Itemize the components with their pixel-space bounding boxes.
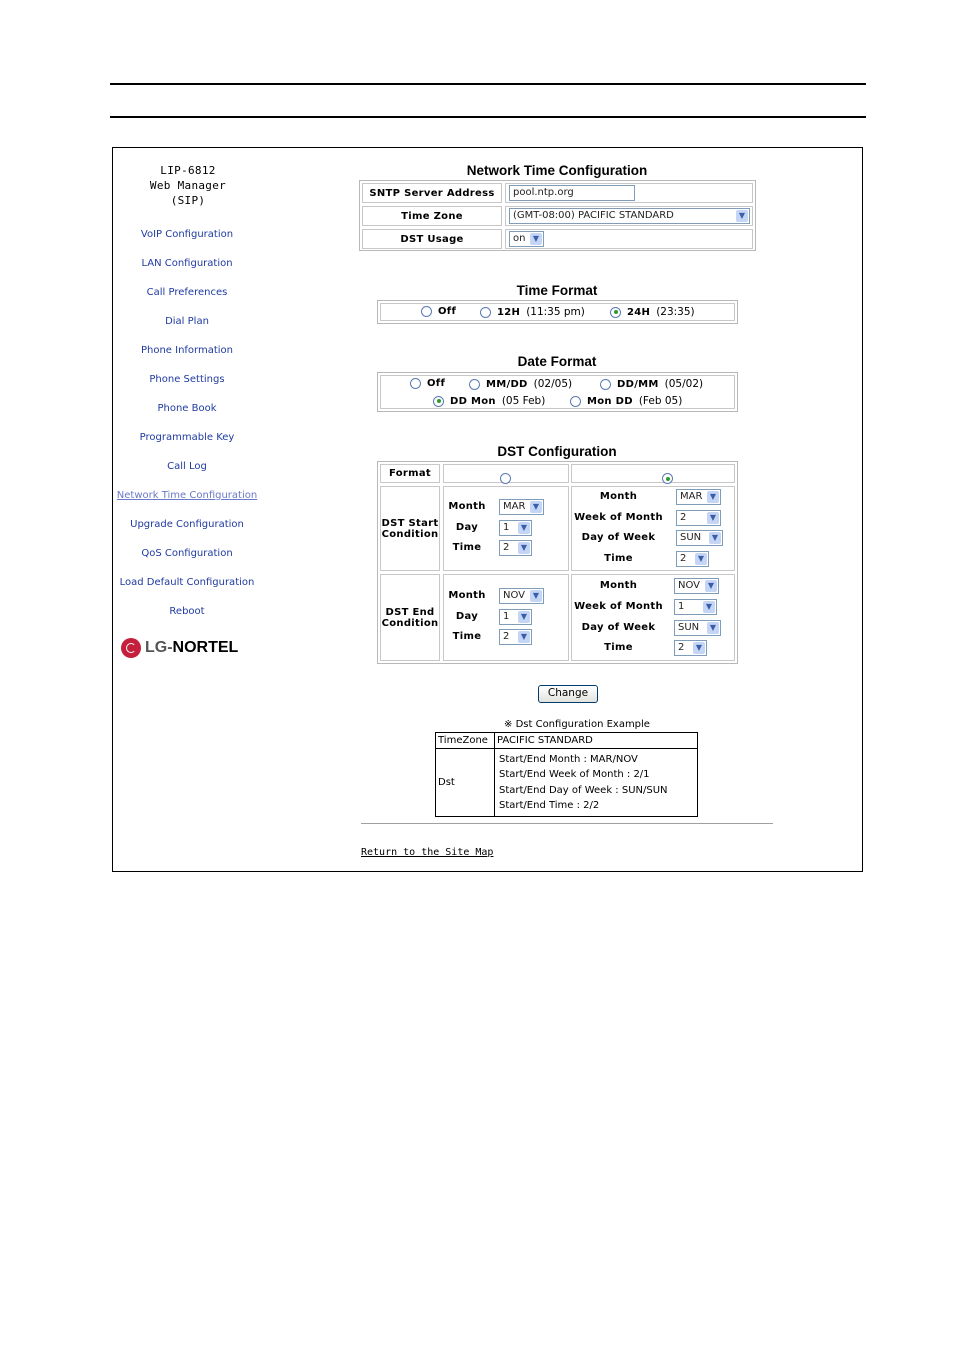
- end-left-month-value: NOV: [503, 590, 526, 601]
- start-right-dow-select[interactable]: [676, 530, 723, 546]
- chevron-down-icon: ▼: [530, 233, 542, 245]
- lg-logo-icon: [121, 638, 141, 658]
- start-right-time-select[interactable]: [676, 551, 709, 567]
- dst-start-label-line2: Condition: [381, 528, 439, 540]
- sidebar-title-line3: (SIP): [170, 194, 206, 207]
- lg-nortel-logo: [121, 638, 238, 658]
- dst-configuration-title: DST Configuration: [497, 444, 617, 459]
- chevron-down-icon: ▼: [530, 590, 542, 602]
- chevron-down-icon: ▼: [709, 532, 721, 544]
- date-format-mmdd-option[interactable]: [469, 378, 572, 390]
- chevron-down-icon: ▼: [518, 611, 530, 623]
- dst-end-label: [380, 574, 440, 661]
- timezone-select[interactable]: [509, 208, 750, 224]
- dst-format-label: Format: [380, 464, 440, 483]
- date-format-monday-hint: (Feb 05): [638, 395, 683, 407]
- date-format-monday-label: Mon DD: [587, 395, 633, 407]
- date-format-off-option[interactable]: [410, 378, 445, 389]
- radio-ddmon[interactable]: [433, 396, 444, 407]
- start-left-time-label: Time: [452, 542, 482, 553]
- sntp-label: SNTP Server Address: [362, 183, 502, 203]
- date-format-title: Date Format: [517, 354, 597, 369]
- sidebar-item-call-log[interactable]: Call Log: [167, 461, 207, 472]
- dst-start-label: [380, 486, 440, 571]
- date-format-ddmm-hint: (05/02): [664, 378, 704, 390]
- sidebar-item-voip-configuration[interactable]: VoIP Configuration: [140, 229, 234, 240]
- sntp-server-input[interactable]: pool.ntp.org: [509, 185, 635, 201]
- time-format-title: Time Format: [516, 283, 598, 298]
- end-right-dow-value: SUN: [678, 622, 700, 633]
- logo-text-lg: LG-: [145, 639, 173, 656]
- start-right-week-label: Week of Month: [574, 512, 663, 523]
- example-dst-line-1: Start/End Month : MAR/NOV: [499, 754, 638, 765]
- start-right-month-value: MAR: [680, 491, 703, 502]
- chevron-down-icon: ▼: [693, 642, 705, 654]
- sidebar-item-reboot[interactable]: Reboot: [169, 606, 205, 617]
- radio-12h[interactable]: [480, 307, 491, 318]
- end-left-time-value: 2: [503, 631, 510, 642]
- dst-start-label-line1: DST Start: [381, 517, 439, 529]
- date-format-off-label: Off: [427, 378, 446, 389]
- start-right-time-label: Time: [604, 553, 633, 564]
- end-left-month-select[interactable]: [499, 588, 544, 604]
- chevron-down-icon: ▼: [705, 580, 717, 592]
- time-format-off-label: Off: [438, 306, 457, 317]
- start-left-day-label: Day: [455, 522, 479, 533]
- start-left-time-value: 2: [503, 542, 510, 553]
- end-right-week-label: Week of Month: [574, 601, 663, 612]
- example-dst-line-2: Start/End Week of Month : 2/1: [499, 769, 650, 780]
- radio-ddmm[interactable]: [600, 379, 611, 390]
- sidebar-item-call-preferences[interactable]: Call Preferences: [146, 287, 228, 298]
- start-right-time-value: 2: [680, 553, 687, 564]
- dst-end-label-line1: DST End: [385, 606, 435, 618]
- radio-off[interactable]: [421, 306, 432, 317]
- sidebar-title-line2: Web Manager: [149, 179, 227, 192]
- radio-24h[interactable]: [610, 307, 621, 318]
- start-left-day-select[interactable]: [499, 520, 532, 536]
- date-format-mmdd-label: MM/DD: [486, 378, 528, 390]
- end-right-time-label: Time: [604, 642, 633, 653]
- example-dst-label: Dst: [436, 749, 495, 816]
- dst-end-label-line2: Condition: [381, 617, 439, 629]
- chevron-down-icon: ▼: [530, 501, 542, 513]
- timezone-label: Time Zone: [362, 206, 502, 226]
- start-right-month-select[interactable]: [676, 489, 721, 505]
- chevron-down-icon: ▼: [695, 553, 707, 565]
- end-right-month-label: Month: [599, 580, 638, 591]
- date-format-monday-option[interactable]: [570, 395, 682, 407]
- return-to-site-map-link[interactable]: Return to the Site Map: [361, 847, 494, 858]
- radio-off[interactable]: [410, 378, 421, 389]
- chevron-down-icon: ▼: [736, 210, 748, 222]
- dst-format-left-radio[interactable]: [500, 473, 511, 484]
- end-right-month-value: NOV: [678, 580, 701, 591]
- example-dst-line-4: Start/End Time : 2/2: [499, 800, 600, 811]
- end-right-week-select[interactable]: [674, 599, 717, 615]
- end-left-day-select[interactable]: [499, 609, 532, 625]
- sidebar-item-programmable-key[interactable]: Programmable Key: [139, 432, 235, 443]
- header-rule-top: [110, 83, 866, 85]
- sidebar-title-line1: LIP-6812: [160, 164, 216, 177]
- date-format-ddmm-label: DD/MM: [617, 378, 659, 390]
- date-format-ddmon-label: DD Mon: [450, 395, 496, 407]
- start-left-month-value: MAR: [503, 501, 526, 512]
- chevron-down-icon: ▼: [518, 522, 530, 534]
- start-left-day-value: 1: [503, 522, 510, 533]
- end-right-time-select[interactable]: [674, 640, 707, 656]
- end-left-month-label: Month: [448, 590, 486, 601]
- date-format-ddmon-option[interactable]: [433, 395, 545, 407]
- time-format-12h-hint: (11:35 pm): [526, 306, 585, 318]
- date-format-ddmm-option[interactable]: [600, 378, 703, 390]
- example-tz-value: PACIFIC STANDARD: [495, 733, 697, 749]
- dst-example-caption: ※ Dst Configuration Example: [504, 719, 650, 730]
- sidebar-item-phone-settings[interactable]: Phone Settings: [149, 374, 225, 385]
- end-right-dow-label: Day of Week: [581, 622, 656, 633]
- example-dst-line-3: Start/End Day of Week : SUN/SUN: [499, 785, 668, 796]
- chevron-down-icon: ▼: [703, 601, 715, 613]
- sidebar-item-qos-configuration[interactable]: QoS Configuration: [141, 548, 233, 559]
- dst-usage-label: DST Usage: [362, 229, 502, 249]
- sidebar-item-upgrade-configuration[interactable]: Upgrade Configuration: [130, 519, 244, 530]
- start-right-dow-value: SUN: [680, 532, 702, 543]
- sidebar-item-load-default-configuration[interactable]: Load Default Configuration: [119, 577, 255, 588]
- sidebar: [113, 148, 263, 708]
- screenshot-frame: [112, 147, 863, 872]
- start-right-week-select[interactable]: [676, 510, 721, 526]
- end-left-day-label: Day: [455, 611, 479, 622]
- sidebar-item-dial-plan[interactable]: Dial Plan: [165, 316, 209, 327]
- example-tz-label: TimeZone: [436, 733, 495, 749]
- radio-mmdd[interactable]: [469, 379, 480, 390]
- sidebar-item-phone-book[interactable]: Phone Book: [157, 403, 217, 414]
- dst-usage-select[interactable]: [509, 231, 544, 247]
- chevron-down-icon: ▼: [707, 512, 719, 524]
- header-rule-bottom: [110, 116, 866, 118]
- end-right-dow-select[interactable]: [674, 620, 721, 636]
- date-format-mmdd-hint: (02/05): [533, 378, 573, 390]
- end-left-day-value: 1: [503, 611, 510, 622]
- chevron-down-icon: ▼: [518, 631, 530, 643]
- dst-format-right-cell: [571, 464, 735, 483]
- end-right-time-value: 2: [678, 642, 685, 653]
- logo-text-nortel: NORTEL: [172, 639, 239, 656]
- sidebar-item-phone-information[interactable]: Phone Information: [140, 345, 234, 356]
- date-format-ddmon-hint: (05 Feb): [501, 395, 546, 407]
- time-format-24h-option[interactable]: [610, 306, 695, 318]
- bottom-divider: [361, 823, 773, 824]
- time-format-24h-label: 24H: [627, 306, 651, 318]
- start-right-dow-label: Day of Week: [581, 532, 656, 543]
- start-left-month-label: Month: [448, 501, 486, 512]
- sidebar-item-network-time-configuration[interactable]: Network Time Configuration: [116, 490, 258, 501]
- chevron-down-icon: ▼: [707, 622, 719, 634]
- dst-example-table: [435, 732, 698, 817]
- end-right-month-select[interactable]: [674, 578, 719, 594]
- end-right-week-value: 1: [678, 601, 685, 612]
- radio-monday[interactable]: [570, 396, 581, 407]
- start-right-week-value: 2: [680, 512, 687, 523]
- sidebar-item-lan-configuration[interactable]: LAN Configuration: [141, 258, 233, 269]
- change-button[interactable]: Change: [538, 685, 598, 703]
- time-format-24h-hint: (23:35): [656, 306, 695, 318]
- dst-usage-selected-value: on: [513, 233, 526, 244]
- time-format-off-option[interactable]: [421, 306, 456, 317]
- end-left-time-label: Time: [452, 631, 482, 642]
- time-format-12h-label: 12H: [497, 306, 521, 318]
- start-left-time-select[interactable]: [499, 540, 532, 556]
- end-left-time-select[interactable]: [499, 629, 532, 645]
- timezone-selected-value: (GMT-08:00) PACIFIC STANDARD: [513, 210, 674, 221]
- chevron-down-icon: ▼: [518, 542, 530, 554]
- start-right-month-label: Month: [599, 491, 638, 502]
- chevron-down-icon: ▼: [707, 491, 719, 503]
- time-format-12h-option[interactable]: [480, 306, 585, 318]
- network-time-title: Network Time Configuration: [466, 163, 648, 178]
- start-left-month-select[interactable]: [499, 499, 544, 515]
